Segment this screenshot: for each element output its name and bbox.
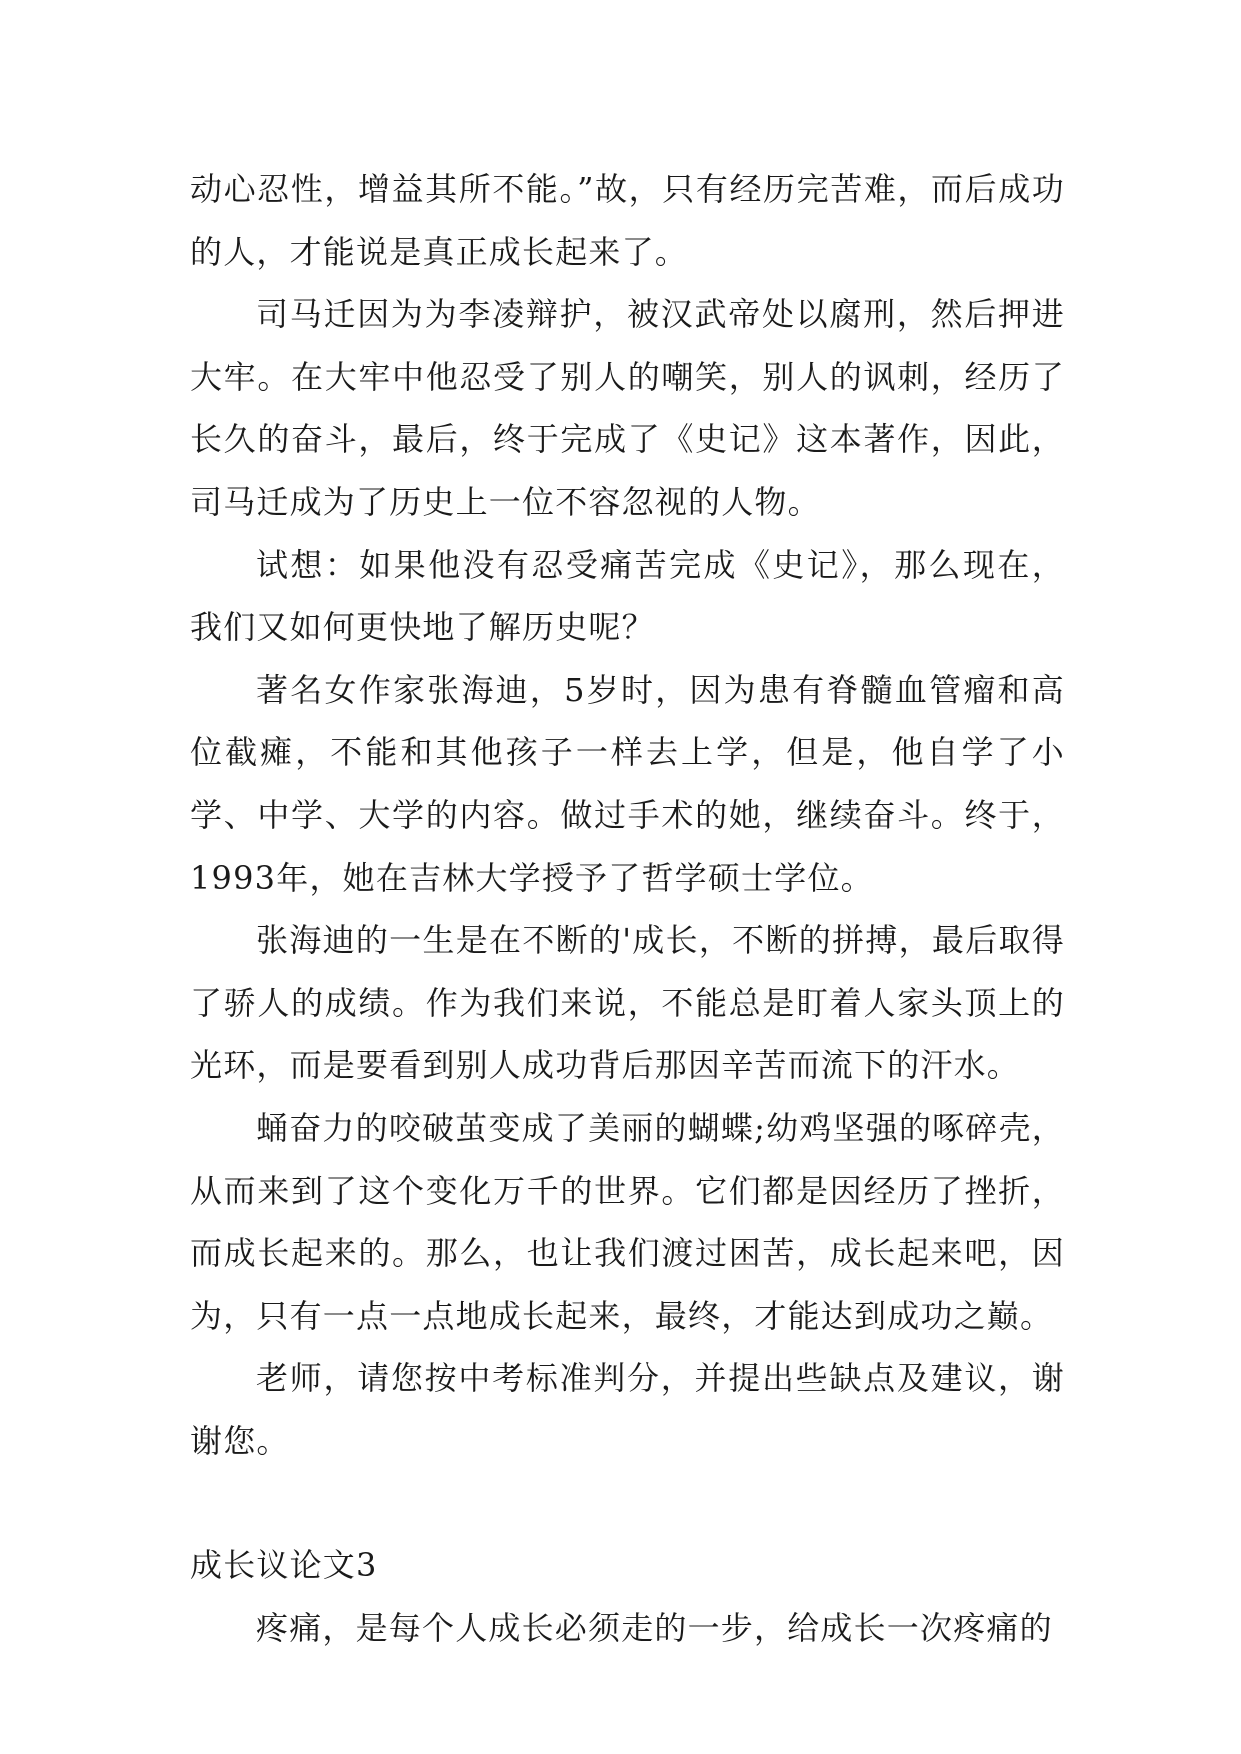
paragraph-zhang-haidi-lesson: 张海迪的一生是在不断的'成长，不断的拼搏，最后取得了骄人的成绩。作为我们来说，不能总是盯着人家头顶上的光环，而是要看到别人成功背后那因辛苦而流下的汗水。 (190, 921, 1065, 1085)
document-body (190, 158, 1065, 1660)
paragraph-sima-qian: 司马迁因为为李凌辩护，被汉武帝处以腐刑，然后押进大牢。在大牢中他忍受了别人的嘲笑，别人的讽刺，经历了长久的奋斗，最后，终于完成了《史记》这本著作，因此，司马迁成为了历史上一位不容忽视的人物。 (190, 295, 1065, 521)
paragraph-conclusion: 蛹奋力的咬破茧变成了美丽的蝴蝶;幼鸡坚强的啄碎壳，从而来到了这个变化万千的世界。它们都是因经历了挫折，而成长起来的。那么，也让我们渡过困苦，成长起来吧，因为，只有一点一点地成长起来，最终，才能达到成功之巅。 (190, 1108, 1065, 1335)
section-title: 成长议论文3 (190, 1546, 378, 1585)
paragraph-request: 老师，请您按中考标准判分，并提出些缺点及建议，谢谢您。 (190, 1359, 1065, 1460)
paragraph-section-3-intro: 疼痛，是每个人成长必须走的一步，给成长一次疼痛的 (256, 1609, 1053, 1648)
section-spacer (190, 1472, 1065, 1534)
paragraph-reflection: 试想：如果他没有忍受痛苦完成《史记》，那么现在，我们又如何更快地了解历史呢？ (190, 545, 1065, 647)
paragraph-continuation: 动心忍性，增益其所不能。”故，只有经历完苦难，而后成功的人，才能说是真正成长起来了。 (190, 170, 1065, 271)
paragraph-zhang-haidi: 著名女作家张海迪，5岁时，因为患有脊髓血管瘤和高位截瘫，不能和其他孩子一样去上学，但是，他自学了小学、中学、大学的内容。做过手术的她，继续奋斗。终于，1993年，她在吉林大学授予了哲学硕士学位。 (190, 670, 1065, 897)
